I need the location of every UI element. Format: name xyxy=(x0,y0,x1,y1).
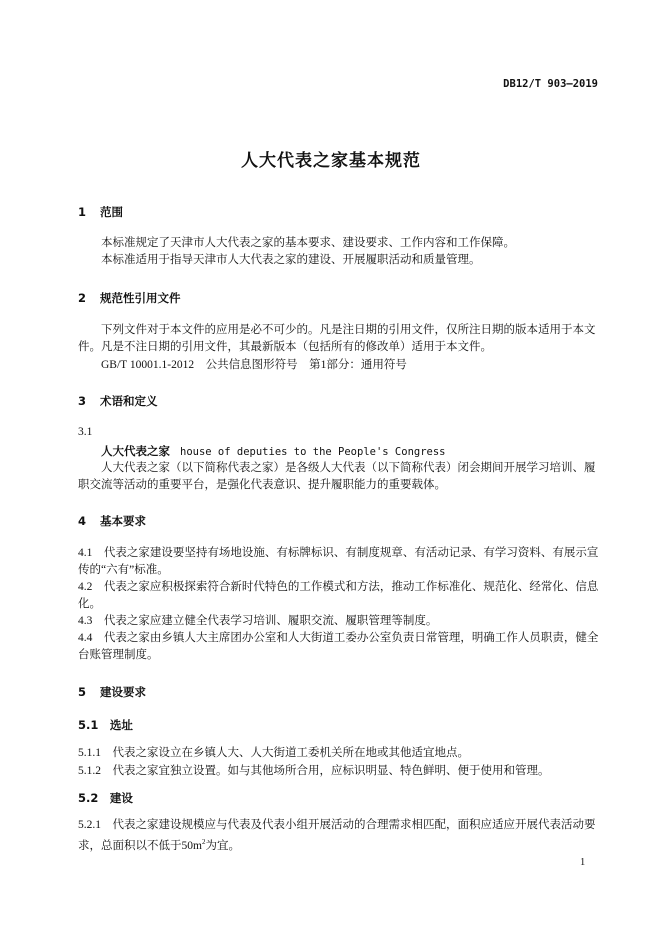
clause xyxy=(78,817,600,855)
clause-number: 5.2.1 xyxy=(78,819,101,831)
section-number: 5 xyxy=(78,685,87,699)
section-number: 3 xyxy=(78,394,87,408)
clause xyxy=(78,545,600,579)
clause-text: 代表之家建设规模应与代表及代表小组开展活动的合理需求相匹配，面积应适应开展代表活动要求，总面积以不低于50m xyxy=(78,819,596,852)
clause-text: 代表之家设立在乡镇人大、人大街道工委机关所在地或其他适宜地点。 xyxy=(112,747,469,759)
section-heading-2 xyxy=(78,290,181,306)
section-number: 4 xyxy=(78,514,87,528)
page-title: 人大代表之家基本规范 xyxy=(241,151,421,171)
section-title: 范围 xyxy=(100,205,123,219)
clause xyxy=(78,630,600,664)
superscript: 2 xyxy=(201,838,206,846)
section-number: 5.1 xyxy=(78,718,99,732)
clause xyxy=(78,579,600,613)
section-heading-4 xyxy=(78,513,146,529)
section-title: 术语和定义 xyxy=(100,394,158,408)
term-zh: 人大代表之家 xyxy=(101,444,170,458)
clause-text: 代表之家应建立健全代表学习培训、履职交流、履职管理等制度。 xyxy=(103,615,438,627)
section-heading-5 xyxy=(78,684,146,700)
term-entry xyxy=(101,443,446,459)
page-number: 1 xyxy=(580,857,586,868)
clause-number: 4.1 xyxy=(78,547,93,559)
clause-number: 5.1.1 xyxy=(78,747,101,759)
term-definition: 人大代表之家（以下简称代表之家）是各级人大代表（以下简称代表）闭会期间开展学习培训、履职交流等活动的重要平台，是强化代表意识、提升履职能力的重要载体。 xyxy=(78,462,596,491)
paragraph: 下列文件对于本文件的应用是必不可少的。凡是注日期的引用文件，仅所注日期的版本适用于本文件。凡是不注日期的引用文件，其最新版本（包括所有的修改单）适用于本文件。 xyxy=(78,324,596,353)
term-en: house of deputies to the People's Congress xyxy=(180,446,446,458)
section-title: 建设要求 xyxy=(100,685,146,699)
paragraph: 本标准规定了天津市人大代表之家的基本要求、建设要求、工作内容和工作保障。 xyxy=(101,237,515,249)
subsection-heading-5-1 xyxy=(78,717,133,733)
section-title: 建设 xyxy=(109,791,133,805)
section-number: 2 xyxy=(78,291,87,305)
section-title: 选址 xyxy=(109,718,133,732)
section-number: 1 xyxy=(78,205,87,219)
clause-number: 4.4 xyxy=(78,632,93,644)
clause xyxy=(78,763,600,780)
normative-reference: GB/T 10001.1-2012 公共信息图形符号 第1部分：通用符号 xyxy=(101,359,407,371)
clause-number: 4.3 xyxy=(78,615,93,627)
clause-text-tail: 为宜。 xyxy=(205,840,240,852)
section-heading-3 xyxy=(78,393,158,409)
paragraph: 本标准适用于指导天津市人大代表之家的建设、开展履职活动和质量管理。 xyxy=(101,254,481,266)
clause-text: 代表之家建设要坚持有场地设施、有标牌标识、有制度规章、有活动记录、有学习资料、有展示宣传的“六有”标准。 xyxy=(78,547,599,576)
section-number: 5.2 xyxy=(78,791,99,805)
subsection-heading-5-2 xyxy=(78,790,133,806)
clause-number: 4.2 xyxy=(78,581,93,593)
term-number: 3.1 xyxy=(78,426,93,438)
clause-text: 代表之家由乡镇人大主席团办公室和人大街道工委办公室负责日常管理，明确工作人员职责，健全台账管理制度。 xyxy=(78,632,599,661)
clause-text: 代表之家宜独立设置。如与其他场所合用，应标识明显、特色鲜明、便于使用和管理。 xyxy=(112,765,550,777)
clause xyxy=(78,745,600,762)
section-heading-1 xyxy=(78,204,123,220)
clause-text: 代表之家应积极探索符合新时代特色的工作模式和方法，推动工作标准化、规范化、经常化、信息化。 xyxy=(78,581,599,610)
section-title: 基本要求 xyxy=(100,514,146,528)
standard-code: DB12/T 903—2019 xyxy=(503,78,598,90)
clause-number: 5.1.2 xyxy=(78,765,101,777)
section-title: 规范性引用文件 xyxy=(100,291,181,305)
clause xyxy=(78,613,600,630)
